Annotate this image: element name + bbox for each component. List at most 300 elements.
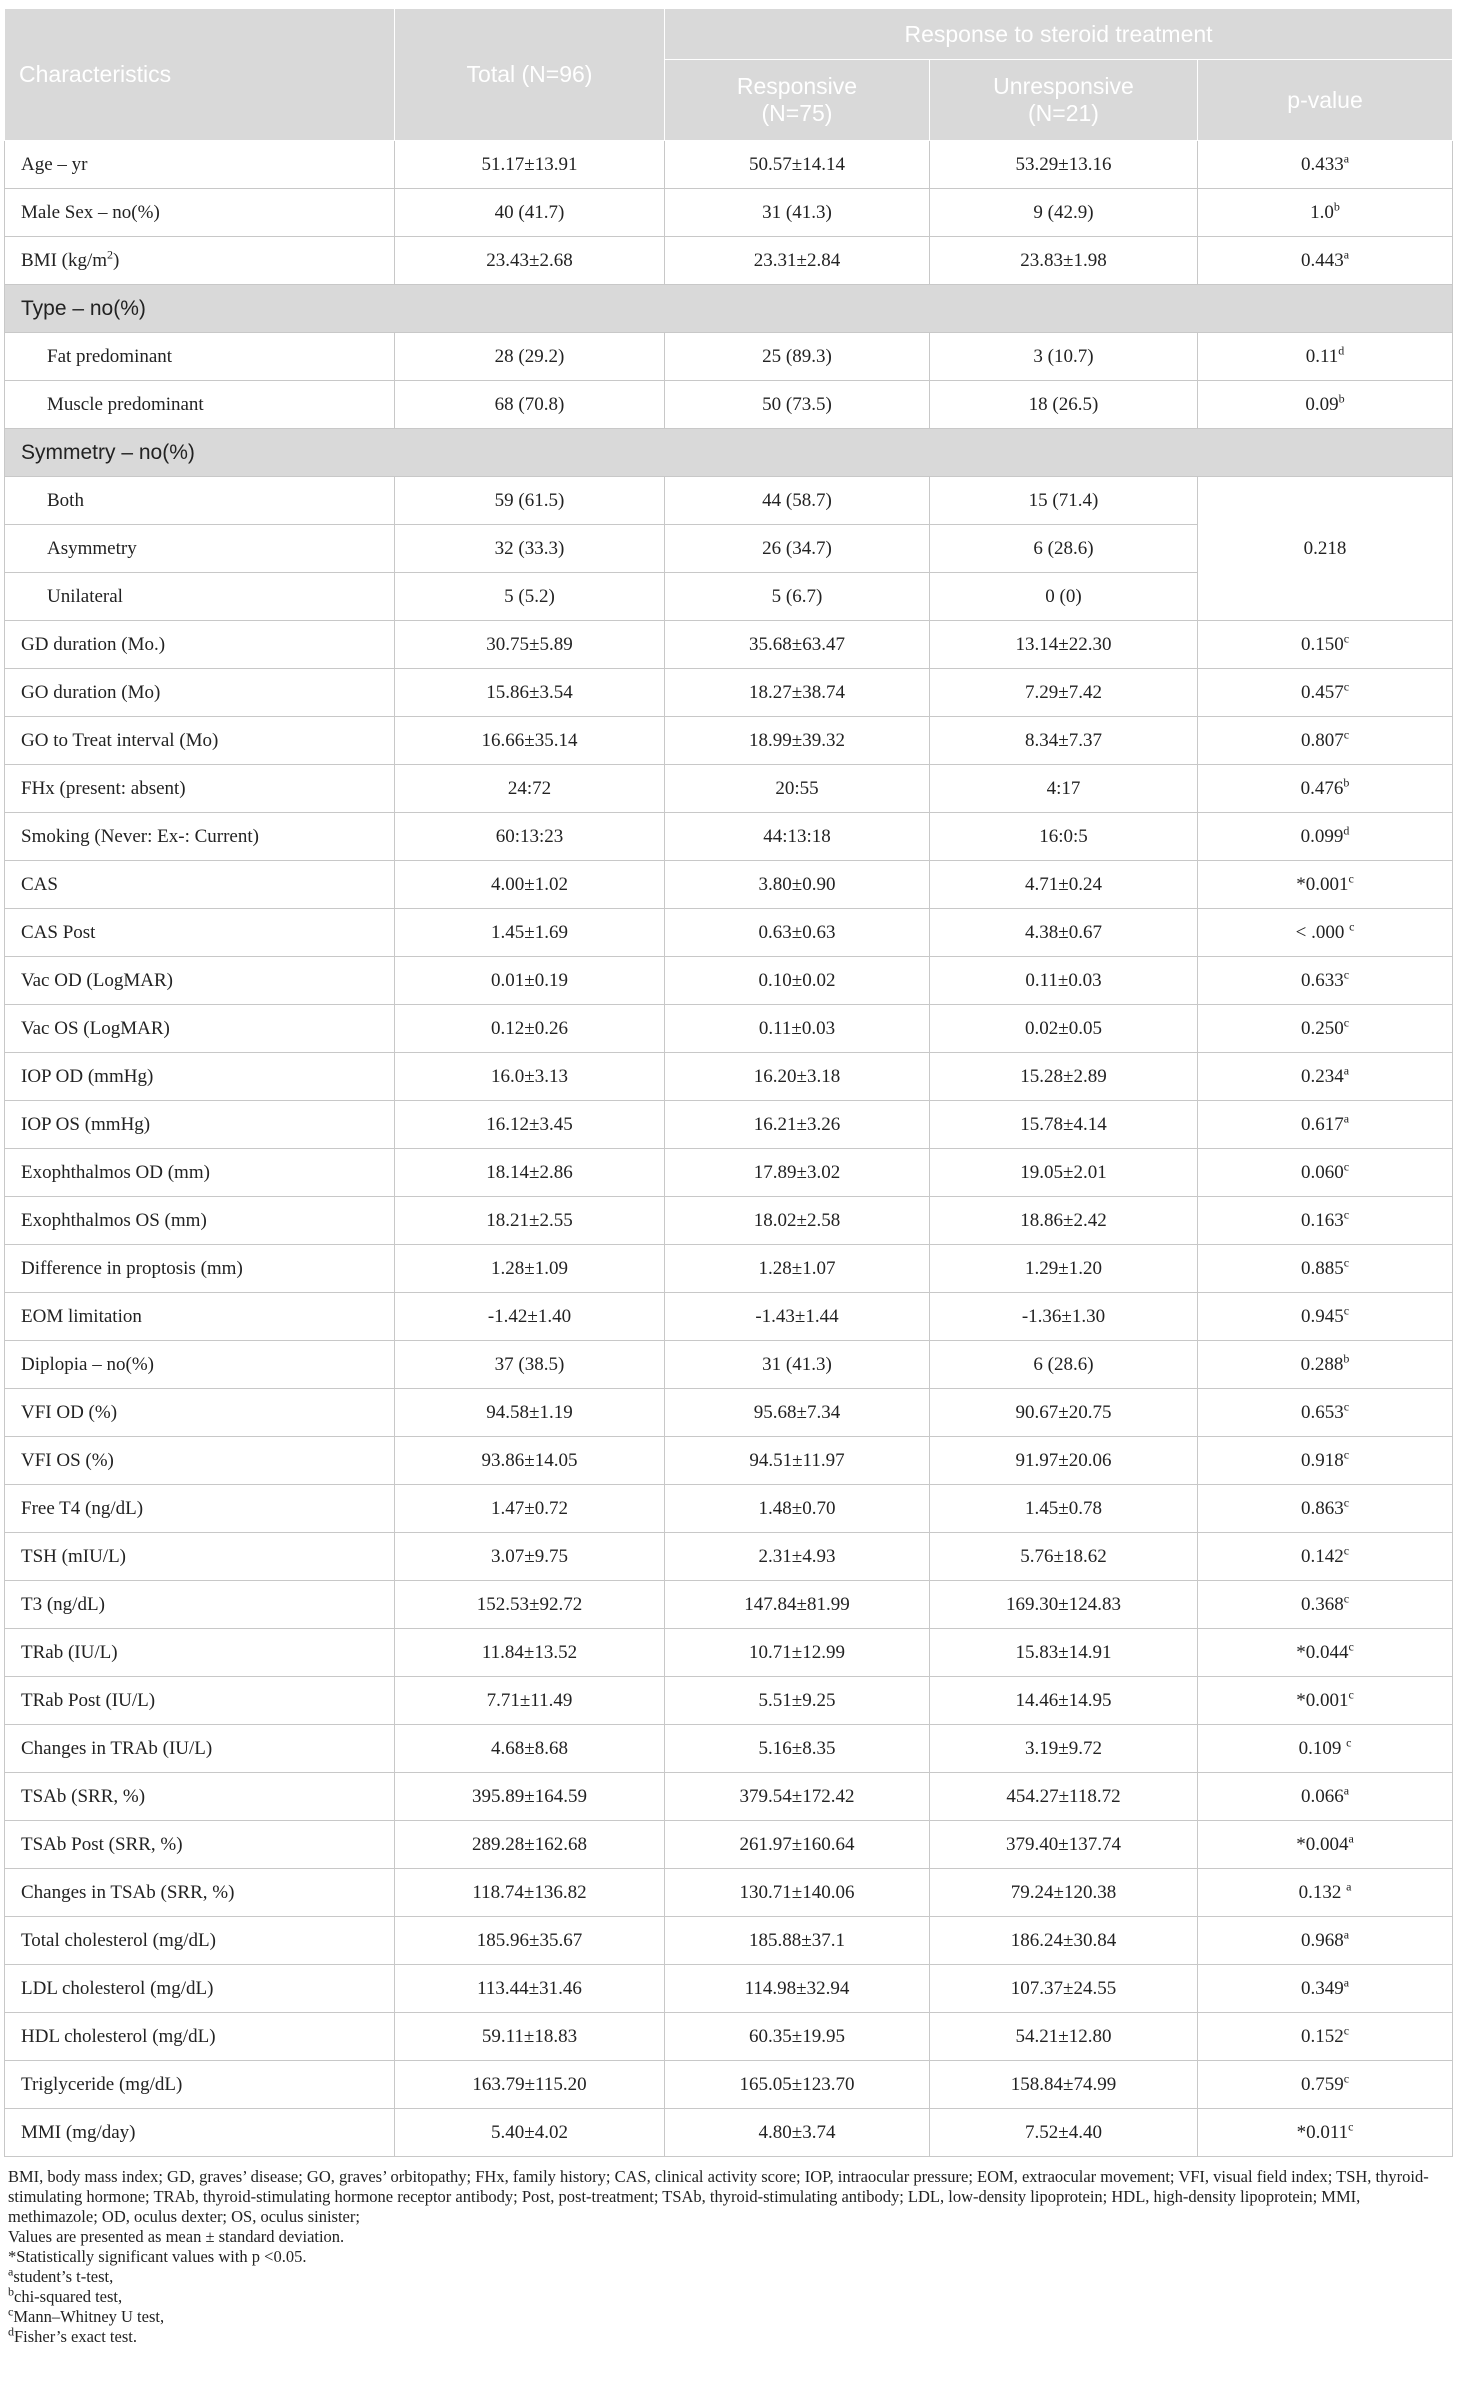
cell-responsive: 18.02±2.58 <box>665 1197 930 1245</box>
footnote-test <box>8 2264 1452 2287</box>
row-label-text: Both <box>47 489 84 511</box>
footnote-test-text: chi-squared test, <box>14 2287 123 2306</box>
cell-unresponsive: 23.83±1.98 <box>930 237 1198 285</box>
header-response-group: Response to steroid treatment <box>665 9 1453 60</box>
cell-total: 59 (61.5) <box>395 477 665 525</box>
row-label <box>5 237 395 285</box>
row-label <box>5 573 395 621</box>
row-label <box>5 1965 395 2013</box>
cell-responsive: 5 (6.7) <box>665 573 930 621</box>
cell-responsive: 10.71±12.99 <box>665 1629 930 1677</box>
row-label <box>5 1005 395 1053</box>
pvalue-text: 0.11 <box>1305 345 1339 367</box>
pvalue-text: *0.044 <box>1296 1641 1349 1663</box>
table-row <box>5 1965 1453 2013</box>
cell-responsive: 261.97±160.64 <box>665 1821 930 1869</box>
header-unresponsive: Unresponsive (N=21) <box>930 60 1198 141</box>
row-label-text: Exophthalmos OS (mm) <box>21 1209 207 1231</box>
pvalue-test-marker: a <box>1343 1111 1350 1126</box>
cell-total: 1.45±1.69 <box>395 909 665 957</box>
table-row <box>5 1917 1453 1965</box>
pvalue-text: 0.863 <box>1300 1497 1344 1519</box>
row-label-superscript: 2 <box>107 247 114 262</box>
cell-responsive: 130.71±140.06 <box>665 1869 930 1917</box>
row-label <box>5 1629 395 1677</box>
footnote-test-marker: c <box>8 2304 14 2319</box>
cell-pvalue <box>1198 1005 1453 1053</box>
row-label <box>5 1149 395 1197</box>
table-row <box>5 669 1453 717</box>
row-label <box>5 621 395 669</box>
pvalue-test-marker: c <box>1348 871 1354 886</box>
cell-unresponsive: 6 (28.6) <box>930 1341 1198 1389</box>
cell-pvalue <box>1198 1869 1453 1917</box>
cell-unresponsive: 18 (26.5) <box>930 381 1198 429</box>
section-label: Symmetry – no(%) <box>5 429 1453 477</box>
row-label-text: Smoking (Never: Ex-: Current) <box>21 825 259 847</box>
pvalue-test-marker: c <box>1343 967 1350 982</box>
row-label-text: Vac OD (LogMAR) <box>21 969 173 991</box>
cell-responsive: 1.28±1.07 <box>665 1245 930 1293</box>
pvalue-text: 0.368 <box>1300 1593 1344 1615</box>
row-label-text: MMI (mg/day) <box>21 2121 136 2143</box>
cell-responsive: 3.80±0.90 <box>665 861 930 909</box>
footnote-tests <box>8 2264 1452 2347</box>
cell-pvalue <box>1198 333 1453 381</box>
cell-responsive: 0.10±0.02 <box>665 957 930 1005</box>
pvalue-test-marker: a <box>1343 151 1350 166</box>
cell-pvalue <box>1198 1197 1453 1245</box>
cell-pvalue <box>1198 1389 1453 1437</box>
cell-total: 93.86±14.05 <box>395 1437 665 1485</box>
cell-total: 51.17±13.91 <box>395 141 665 189</box>
row-label <box>5 717 395 765</box>
cell-total: 185.96±35.67 <box>395 1917 665 1965</box>
table-row <box>5 1053 1453 1101</box>
pvalue-test-marker: a <box>1343 1927 1350 1942</box>
cell-pvalue <box>1198 1485 1453 1533</box>
table-row <box>5 1341 1453 1389</box>
table-row <box>5 1533 1453 1581</box>
table-row <box>5 909 1453 957</box>
cell-responsive: 114.98±32.94 <box>665 1965 930 2013</box>
pvalue-text: 0.288 <box>1300 1353 1344 1375</box>
cell-pvalue <box>1198 717 1453 765</box>
cell-responsive: 5.16±8.35 <box>665 1725 930 1773</box>
row-label-text: IOP OS (mmHg) <box>21 1113 151 1135</box>
cell-responsive: 379.54±172.42 <box>665 1773 930 1821</box>
row-label <box>5 1821 395 1869</box>
row-label-text: LDL cholesterol (mg/dL) <box>21 1977 214 1999</box>
cell-unresponsive: 107.37±24.55 <box>930 1965 1198 2013</box>
cell-pvalue <box>1198 1773 1453 1821</box>
pvalue-test-marker: c <box>1343 631 1350 646</box>
table-row <box>5 1101 1453 1149</box>
cell-pvalue <box>1198 237 1453 285</box>
section-row <box>5 285 1453 333</box>
row-label <box>5 381 395 429</box>
pvalue-text: 0.807 <box>1300 729 1344 751</box>
cell-unresponsive: 169.30±124.83 <box>930 1581 1198 1629</box>
cell-pvalue <box>1198 1341 1453 1389</box>
table-row <box>5 1821 1453 1869</box>
row-label <box>5 1101 395 1149</box>
row-label-text: Triglyceride (mg/dL) <box>21 2073 183 2095</box>
row-label <box>5 2109 395 2157</box>
row-label <box>5 861 395 909</box>
cell-responsive: 26 (34.7) <box>665 525 930 573</box>
cell-unresponsive: 4.38±0.67 <box>930 909 1198 957</box>
row-label-text: VFI OD (%) <box>21 1401 118 1423</box>
row-label-text: Unilateral <box>47 585 123 607</box>
cell-unresponsive: 13.14±22.30 <box>930 621 1198 669</box>
pvalue-test-marker: a <box>1343 1975 1350 1990</box>
cell-pvalue <box>1198 1101 1453 1149</box>
cell-pvalue <box>1198 1725 1453 1773</box>
pvalue-test-marker: c <box>1343 2023 1350 2038</box>
table-row <box>5 1773 1453 1821</box>
pvalue-text: 0.234 <box>1300 1065 1344 1087</box>
cell-unresponsive: 0.02±0.05 <box>930 1005 1198 1053</box>
cell-responsive: 17.89±3.02 <box>665 1149 930 1197</box>
row-label <box>5 1917 395 1965</box>
pvalue-text: 0.152 <box>1300 2025 1344 2047</box>
row-label-text: TSH (mIU/L) <box>21 1545 127 1567</box>
pvalue-text: 0.250 <box>1300 1017 1344 1039</box>
section-row <box>5 429 1453 477</box>
row-label <box>5 1581 395 1629</box>
row-label-text: Changes in TRAb (IU/L) <box>21 1737 213 1759</box>
cell-unresponsive: 186.24±30.84 <box>930 1917 1198 1965</box>
cell-pvalue <box>1198 1677 1453 1725</box>
table-row <box>5 1629 1453 1677</box>
cell-unresponsive: 8.34±7.37 <box>930 717 1198 765</box>
pvalue-text: 0.885 <box>1300 1257 1344 1279</box>
cell-responsive: 16.21±3.26 <box>665 1101 930 1149</box>
footnote-test-marker: a <box>8 2264 14 2279</box>
pvalue-text: 0.968 <box>1300 1929 1344 1951</box>
cell-total: 0.12±0.26 <box>395 1005 665 1053</box>
table-row <box>5 141 1453 189</box>
row-label-text: IOP OD (mmHg) <box>21 1065 154 1087</box>
cell-responsive: 25 (89.3) <box>665 333 930 381</box>
row-label-text: Fat predominant <box>47 345 173 367</box>
pvalue-text: 0.163 <box>1300 1209 1344 1231</box>
row-label <box>5 525 395 573</box>
cell-unresponsive: 79.24±120.38 <box>930 1869 1198 1917</box>
cell-responsive: 2.31±4.93 <box>665 1533 930 1581</box>
cell-total: 60:13:23 <box>395 813 665 861</box>
row-label <box>5 1437 395 1485</box>
pvalue-test-marker: a <box>1343 1783 1350 1798</box>
row-label-text: TRab Post (IU/L) <box>21 1689 156 1711</box>
row-label <box>5 1389 395 1437</box>
cell-unresponsive: 7.52±4.40 <box>930 2109 1198 2157</box>
cell-pvalue <box>1198 621 1453 669</box>
pvalue-text: 0.476 <box>1300 777 1344 799</box>
cell-pvalue <box>1198 2013 1453 2061</box>
cell-responsive: 50.57±14.14 <box>665 141 930 189</box>
cell-unresponsive: 454.27±118.72 <box>930 1773 1198 1821</box>
cell-total: 28 (29.2) <box>395 333 665 381</box>
pvalue-text: *0.004 <box>1296 1833 1349 1855</box>
table-header <box>5 9 1453 141</box>
cell-responsive: 44:13:18 <box>665 813 930 861</box>
footnote-abbreviations: BMI, body mass index; GD, graves’ disease; GO, graves’ orbitopathy; FHx, family history; CAS, clinical activity score; IOP, intraocular pressure; EOM, extraocular movement; VFI, visual field index; TSH, thyroid-stimulating hormone; TRAb, thyroid-stimulating hormone receptor antibody; Post, post-treatment; TSAb, thyroid-stimulating antibody; LDL, low-density lipoprotein; HDL, high-density lipoprotein; MMI, methimazole; OD, oculus dexter; OS, oculus sinister; <box>8 2167 1429 2226</box>
cell-unresponsive: 15.78±4.14 <box>930 1101 1198 1149</box>
cell-unresponsive: 19.05±2.01 <box>930 1149 1198 1197</box>
pvalue-test-marker: c <box>1343 727 1350 742</box>
cell-unresponsive: 15 (71.4) <box>930 477 1198 525</box>
cell-unresponsive: 15.28±2.89 <box>930 1053 1198 1101</box>
pvalue-text: 0.150 <box>1300 633 1344 655</box>
row-label <box>5 1677 395 1725</box>
cell-total: -1.42±1.40 <box>395 1293 665 1341</box>
cell-pvalue <box>1198 189 1453 237</box>
row-label-text: VFI OS (%) <box>21 1449 114 1471</box>
cell-responsive: 60.35±19.95 <box>665 2013 930 2061</box>
pvalue-test-marker: c <box>1343 679 1350 694</box>
cell-total: 94.58±1.19 <box>395 1389 665 1437</box>
cell-total: 5 (5.2) <box>395 573 665 621</box>
table-row <box>5 1869 1453 1917</box>
cell-total: 0.01±0.19 <box>395 957 665 1005</box>
pvalue-test-marker: c <box>1343 1399 1350 1414</box>
row-label <box>5 333 395 381</box>
row-label <box>5 477 395 525</box>
cell-total: 37 (38.5) <box>395 1341 665 1389</box>
cell-total: 1.28±1.09 <box>395 1245 665 1293</box>
cell-pvalue <box>1198 1965 1453 2013</box>
cell-total: 18.21±2.55 <box>395 1197 665 1245</box>
cell-total: 68 (70.8) <box>395 381 665 429</box>
row-label <box>5 1773 395 1821</box>
cell-total: 289.28±162.68 <box>395 1821 665 1869</box>
row-label-text: CAS Post <box>21 921 96 943</box>
table-row <box>5 1197 1453 1245</box>
header-responsive: Responsive (N=75) <box>665 60 930 141</box>
row-label-text: Diplopia – no(%) <box>21 1353 154 1375</box>
cell-total: 30.75±5.89 <box>395 621 665 669</box>
table-row <box>5 2013 1453 2061</box>
pvalue-test-marker: b <box>1333 199 1340 214</box>
row-label <box>5 813 395 861</box>
section-label: Type – no(%) <box>5 285 1453 333</box>
table-row <box>5 813 1453 861</box>
cell-pvalue <box>1198 861 1453 909</box>
row-label-text: Free T4 (ng/dL) <box>21 1497 144 1519</box>
cell-pvalue <box>1198 2109 1453 2157</box>
footnote-test-text: Mann–Whitney U test, <box>13 2307 165 2326</box>
row-label-text: GO duration (Mo) <box>21 681 161 703</box>
characteristics-table <box>4 8 1453 2157</box>
cell-responsive: 23.31±2.84 <box>665 237 930 285</box>
row-label-text: FHx (present: absent) <box>21 777 186 799</box>
cell-responsive: 35.68±63.47 <box>665 621 930 669</box>
cell-unresponsive: 54.21±12.80 <box>930 2013 1198 2061</box>
cell-pvalue <box>1198 1581 1453 1629</box>
footnote-test-text: student’s t-test, <box>13 2267 114 2286</box>
row-label-text: EOM limitation <box>21 1305 142 1327</box>
pvalue-text: 0.945 <box>1300 1305 1344 1327</box>
pvalue-test-marker: c <box>1343 1207 1350 1222</box>
table-row <box>5 1149 1453 1197</box>
cell-total: 152.53±92.72 <box>395 1581 665 1629</box>
cell-unresponsive: 4:17 <box>930 765 1198 813</box>
cell-responsive: 147.84±81.99 <box>665 1581 930 1629</box>
cell-total: 16.0±3.13 <box>395 1053 665 1101</box>
table-row <box>5 621 1453 669</box>
pvalue-text: 0.349 <box>1300 1977 1344 1999</box>
cell-unresponsive: 4.71±0.24 <box>930 861 1198 909</box>
footnote-test-text: Fisher’s exact test. <box>14 2327 137 2346</box>
table-row <box>5 1581 1453 1629</box>
table-row <box>5 861 1453 909</box>
cell-responsive: 94.51±11.97 <box>665 1437 930 1485</box>
cell-responsive: 20:55 <box>665 765 930 813</box>
cell-pvalue <box>1198 1293 1453 1341</box>
table-footnotes <box>4 2167 1452 2347</box>
pvalue-text: 0.918 <box>1300 1449 1344 1471</box>
cell-responsive: 1.48±0.70 <box>665 1485 930 1533</box>
table-row <box>5 237 1453 285</box>
row-label-text: CAS <box>21 873 58 895</box>
cell-unresponsive: 9 (42.9) <box>930 189 1198 237</box>
cell-pvalue <box>1198 765 1453 813</box>
header-characteristics: Characteristics <box>5 9 395 141</box>
table-row <box>5 2109 1453 2157</box>
table-row <box>5 765 1453 813</box>
cell-responsive: 31 (41.3) <box>665 1341 930 1389</box>
row-label <box>5 1293 395 1341</box>
cell-unresponsive: 158.84±74.99 <box>930 2061 1198 2109</box>
cell-responsive: 18.99±39.32 <box>665 717 930 765</box>
pvalue-text: 0.443 <box>1300 249 1344 271</box>
row-label <box>5 765 395 813</box>
row-label-suffix: ) <box>113 249 120 271</box>
pvalue-test-marker: c <box>1343 1495 1350 1510</box>
pvalue-text: 0.653 <box>1300 1401 1344 1423</box>
pvalue-test-marker: d <box>1343 823 1350 838</box>
table-row <box>5 1725 1453 1773</box>
cell-responsive: 31 (41.3) <box>665 189 930 237</box>
table-row <box>5 1245 1453 1293</box>
table-row <box>5 1485 1453 1533</box>
header-total: Total (N=96) <box>395 9 665 141</box>
cell-unresponsive: 18.86±2.42 <box>930 1197 1198 1245</box>
cell-total: 163.79±115.20 <box>395 2061 665 2109</box>
row-label-text: BMI (kg/m <box>21 249 108 271</box>
cell-pvalue <box>1198 1917 1453 1965</box>
cell-responsive: 185.88±37.1 <box>665 1917 930 1965</box>
cell-responsive: 0.11±0.03 <box>665 1005 930 1053</box>
cell-unresponsive: 14.46±14.95 <box>930 1677 1198 1725</box>
cell-total: 16.66±35.14 <box>395 717 665 765</box>
pvalue-test-marker: a <box>1346 1879 1352 1894</box>
pvalue-test-marker: b <box>1343 1351 1350 1366</box>
row-label <box>5 957 395 1005</box>
pvalue-text: *0.001 <box>1296 1689 1349 1711</box>
cell-total: 113.44±31.46 <box>395 1965 665 2013</box>
cell-total: 1.47±0.72 <box>395 1485 665 1533</box>
row-label <box>5 1053 395 1101</box>
table-row <box>5 381 1453 429</box>
table-row <box>5 957 1453 1005</box>
cell-pvalue <box>1198 2061 1453 2109</box>
cell-total: 59.11±18.83 <box>395 2013 665 2061</box>
cell-unresponsive: 16:0:5 <box>930 813 1198 861</box>
cell-total: 40 (41.7) <box>395 189 665 237</box>
cell-unresponsive: 3 (10.7) <box>930 333 1198 381</box>
row-label-text: TSAb (SRR, %) <box>21 1785 146 1807</box>
table-row <box>5 2061 1453 2109</box>
cell-pvalue <box>1198 477 1453 621</box>
row-label <box>5 1869 395 1917</box>
footnote-test <box>8 2324 1452 2347</box>
pvalue-test-marker: c <box>1343 1303 1350 1318</box>
pvalue-test-marker: a <box>1343 247 1350 262</box>
footnote-test-marker: d <box>8 2324 14 2339</box>
cell-pvalue <box>1198 1437 1453 1485</box>
pvalue-text: *0.001 <box>1296 873 1349 895</box>
cell-total: 23.43±2.68 <box>395 237 665 285</box>
row-label-text: Vac OS (LogMAR) <box>21 1017 170 1039</box>
pvalue-text: 0.099 <box>1300 825 1344 847</box>
cell-unresponsive: 91.97±20.06 <box>930 1437 1198 1485</box>
pvalue-text: 0.457 <box>1300 681 1344 703</box>
row-label-text: Muscle predominant <box>47 393 204 415</box>
row-label <box>5 1341 395 1389</box>
cell-unresponsive: 15.83±14.91 <box>930 1629 1198 1677</box>
cell-total: 7.71±11.49 <box>395 1677 665 1725</box>
pvalue-test-marker: a <box>1343 1063 1350 1078</box>
table-row <box>5 189 1453 237</box>
table-row <box>5 477 1453 525</box>
footnote-values: Values are presented as mean ± standard deviation. <box>8 2227 345 2246</box>
cell-responsive: 18.27±38.74 <box>665 669 930 717</box>
cell-pvalue <box>1198 957 1453 1005</box>
cell-total: 16.12±3.45 <box>395 1101 665 1149</box>
row-label-text: GO to Treat interval (Mo) <box>21 729 219 751</box>
cell-responsive: 165.05±123.70 <box>665 2061 930 2109</box>
cell-unresponsive: 379.40±137.74 <box>930 1821 1198 1869</box>
pvalue-text: 0.218 <box>1303 537 1347 559</box>
cell-pvalue <box>1198 669 1453 717</box>
row-label <box>5 1197 395 1245</box>
pvalue-test-marker: c <box>1343 1543 1350 1558</box>
pvalue-test-marker: c <box>1343 1447 1350 1462</box>
cell-unresponsive: 7.29±7.42 <box>930 669 1198 717</box>
row-label-text: HDL cholesterol (mg/dL) <box>21 2025 216 2047</box>
pvalue-text: 0.433 <box>1300 153 1344 175</box>
cell-pvalue <box>1198 813 1453 861</box>
row-label <box>5 1485 395 1533</box>
cell-unresponsive: 0 (0) <box>930 573 1198 621</box>
table-row <box>5 717 1453 765</box>
table-container <box>4 8 1452 2347</box>
footnote-test <box>8 2284 1452 2307</box>
cell-total: 5.40±4.02 <box>395 2109 665 2157</box>
pvalue-test-marker: c <box>1343 1015 1350 1030</box>
cell-total: 118.74±136.82 <box>395 1869 665 1917</box>
pvalue-test-marker: b <box>1338 391 1345 406</box>
cell-total: 395.89±164.59 <box>395 1773 665 1821</box>
cell-responsive: 44 (58.7) <box>665 477 930 525</box>
pvalue-test-marker: c <box>1343 1255 1350 1270</box>
table-body <box>5 141 1453 2157</box>
cell-total: 15.86±3.54 <box>395 669 665 717</box>
cell-pvalue <box>1198 1533 1453 1581</box>
